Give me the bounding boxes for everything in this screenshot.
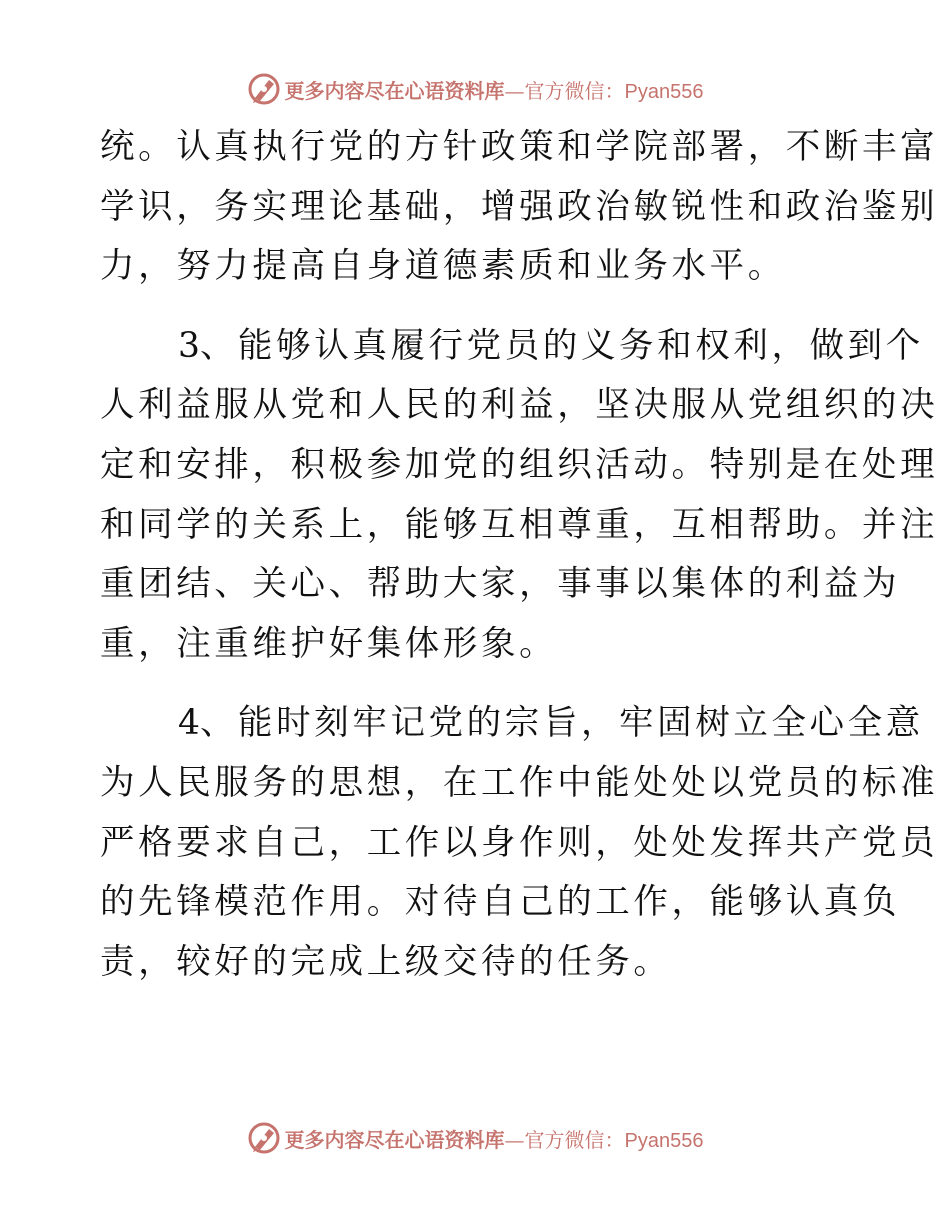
- paragraph-line: 力，努力提高自身道德素质和业务水平。: [100, 246, 786, 287]
- header-separator: —: [504, 78, 525, 103]
- paragraph-line: 重，注重维护好集体形象。: [100, 623, 558, 664]
- paragraph-line: 为人民服务的思想，在工作中能处处以党员的标准: [100, 762, 939, 803]
- header-contact-label: 官方微信：: [524, 78, 625, 103]
- paragraph-first-line: [100, 317, 924, 377]
- paragraph-line: 重团结、关心、帮助大家，事事以集体的利益为: [100, 564, 901, 605]
- footer-contact-id: Pyan556: [624, 1129, 704, 1152]
- paragraph-line: 责，较好的完成上级交待的任务。: [100, 941, 672, 982]
- footer-text: [285, 1124, 704, 1153]
- paragraph-line: 和同学的关系上，能够互相尊重，互相帮助。并注: [100, 504, 939, 545]
- item-number: 4: [178, 703, 200, 744]
- footer-contact-label: 官方微信：: [524, 1127, 625, 1152]
- footer-banner: [0, 1121, 950, 1155]
- paragraph-line: 统。认真执行党的方针政策和学院部署，不断丰富: [100, 127, 939, 167]
- paragraph-line: 人利益服从党和人民的利益，坚决服从党组织的决: [100, 385, 939, 426]
- paragraph-line: 定和安排，积极参加党的组织活动。特别是在处理: [100, 444, 939, 485]
- paragraph-line-text: 、能时刻牢记党的宗旨，牢固树立全心全意: [199, 703, 924, 744]
- paragraph-line: 严格要求自己，工作以身作则，处处发挥共产党员: [100, 822, 939, 863]
- paragraph-line: 的先锋模范作用。对待自己的工作，能够认真负: [100, 882, 901, 923]
- header-banner: [0, 72, 950, 106]
- header-text: [285, 75, 704, 104]
- pen-circle-logo-icon: [247, 1121, 281, 1155]
- header-brand-text: 更多内容尽在心语资料库: [284, 78, 505, 103]
- footer-brand-text: 更多内容尽在心语资料库: [284, 1127, 505, 1152]
- paragraph-1: [100, 118, 939, 297]
- paragraph-line-text: 、能够认真履行党员的义务和权利，做到个: [199, 325, 924, 366]
- paragraph-first-line: [100, 694, 924, 754]
- document-body: [100, 118, 939, 992]
- header-contact-id: Pyan556: [624, 80, 704, 103]
- paragraph-2: [100, 317, 939, 675]
- footer-separator: —: [504, 1127, 525, 1152]
- item-number: 3: [178, 325, 200, 366]
- paragraph-line: 学识，务实理论基础，增强政治敏锐性和政治鉴别: [100, 186, 939, 227]
- paragraph-3: [100, 694, 939, 992]
- pen-circle-logo-icon: [247, 72, 281, 106]
